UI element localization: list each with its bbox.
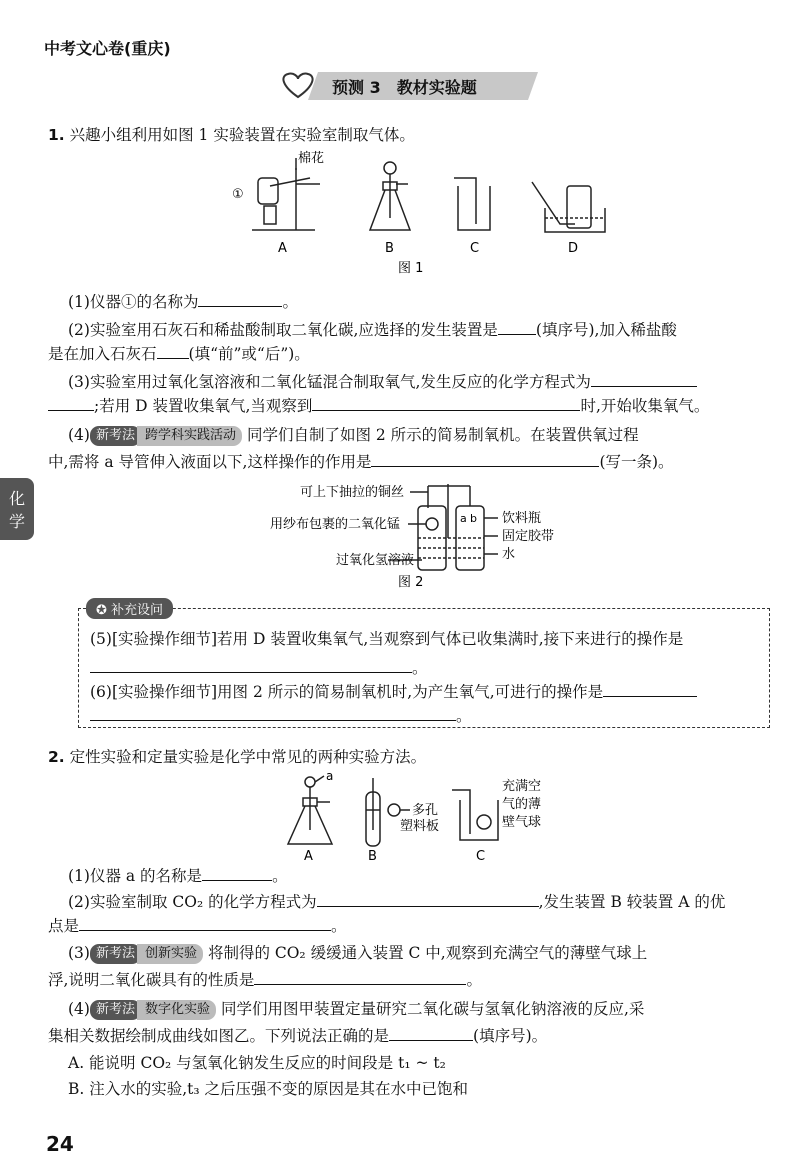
q1-p3-text-b: ;若用 D 装置收集氧气,当观察到 [94, 397, 313, 415]
q1-part2 [68, 318, 677, 341]
new-method-tag: 新考法 [90, 426, 141, 446]
q1-part5-cont [90, 656, 428, 679]
answer-blank[interactable] [312, 394, 580, 411]
q1-p4-text-c: (写一条)。 [599, 453, 674, 471]
q2-fig-a-label: a [326, 770, 334, 783]
q1-part6-cont [90, 704, 472, 727]
q1-number: 1. [48, 126, 65, 144]
q1-part4 [68, 424, 639, 446]
q2-p4-text-b: 集相关数据绘制成曲线如图乙。下列说法正确的是 [48, 1027, 390, 1045]
fig1-label-c: C [470, 241, 480, 256]
q2-fig-label-b: B [368, 849, 377, 864]
q1-p2-text: (2)实验室用石灰石和稀盐酸制取二氧化碳,应选择的发生装置是 [68, 321, 498, 339]
q2-part1 [68, 864, 288, 887]
q1-p6-end: 。 [456, 707, 472, 725]
q2-p4-text-c: (填序号)。 [473, 1027, 548, 1045]
q1-part3-cont [48, 394, 709, 417]
answer-blank[interactable] [90, 704, 456, 721]
q2-fig-balloon-2: 气的薄 [502, 797, 542, 812]
fig1-cotton-label: 棉花 [298, 151, 325, 166]
q2-fig-balloon-3: 壁气球 [502, 815, 542, 830]
q1-p5-text: (5)[实验操作细节]若用 D 装置收集氧气,当观察到气体已收集满时,接下来进行的操作是 [90, 630, 684, 648]
fig1-label-a: A [278, 241, 287, 256]
new-method-tag: 新考法 [90, 1000, 141, 1020]
q2-option-a: A. 能说明 CO₂ 与氢氧化钠发生反应的时间段是 t₁ ~ t₂ [68, 1054, 446, 1072]
banner-title: 预测 3 教材实验题 [332, 78, 477, 97]
q2-p3-text-c: 。 [466, 971, 482, 989]
q1-p1-text: (1)仪器①的名称为 [68, 293, 199, 311]
q1-p4-text-b: 中,需将 a 导管伸入液面以下,这样操作的作用是 [48, 453, 372, 471]
q2-part4-cont [48, 1024, 547, 1047]
q2-apparatus-a [288, 776, 332, 844]
fig2-h2o2-label: 过氧化氢溶液 [336, 553, 415, 568]
subject-side-tab [0, 478, 34, 540]
page-number: 24 [46, 1132, 74, 1156]
q2-stem [48, 746, 426, 768]
q1-part3 [68, 370, 697, 393]
fig1-label-d: D [568, 241, 579, 256]
answer-blank[interactable] [90, 656, 412, 673]
fig1-label-b: B [385, 241, 394, 256]
answer-blank[interactable] [317, 890, 539, 907]
fig1-caption: 图 1 [398, 261, 424, 276]
answer-blank[interactable] [202, 864, 272, 881]
q2-option-b: B. 注入水的实验,t₃ 之后压强不变的原因是其在水中已饱和 [68, 1080, 469, 1098]
q1-p2-text-c: 是在加入石灰石 [48, 345, 157, 363]
q2-apparatus-c [452, 790, 498, 840]
fig2-a-label: a [460, 512, 467, 525]
figure-1 [230, 148, 610, 278]
answer-blank[interactable] [79, 914, 331, 931]
q2-p3-text-b: 浮,说明二氧化碳具有的性质是 [48, 971, 255, 989]
apparatus-d [532, 182, 605, 232]
q2-fig-balloon-1: 充满空 [502, 779, 542, 794]
q1-p2-text-d: (填“前”或“后”)。 [188, 345, 310, 363]
q2-p1-text: (1)仪器 a 的名称是 [68, 867, 203, 885]
fig2-caption: 图 2 [398, 575, 424, 590]
fig2-mno2-label: 用纱布包裹的二氧化锰 [270, 517, 401, 532]
new-method-tag: 新考法 [90, 944, 141, 964]
fig2-tape-label: 固定胶带 [502, 529, 555, 544]
section-banner [278, 70, 546, 102]
cross-subject-tag: 跨学科实践活动 [137, 426, 242, 446]
q1-stem-text: 兴趣小组利用如图 1 实验装置在实验室制取气体。 [69, 126, 415, 144]
apparatus-a [252, 158, 320, 230]
innovation-tag: 创新实验 [137, 944, 203, 964]
q2-fig-porous-2: 塑料板 [400, 819, 440, 834]
q2-number: 2. [48, 748, 65, 766]
answer-blank[interactable] [254, 968, 466, 985]
q2-part2-cont [48, 914, 347, 937]
bulb-icon: ✪ [96, 603, 107, 618]
q2-fig-porous-1: 多孔 [412, 803, 439, 818]
q2-p2-text-d: 。 [331, 917, 347, 935]
q1-part2-cont [48, 342, 310, 365]
q1-p4-text: 同学们自制了如图 2 所示的简易制氧机。在装置供氧过程 [246, 426, 639, 444]
q2-p1-end: 。 [272, 867, 288, 885]
q2-p3-prefix: (3) [68, 944, 90, 962]
q2-p2-text-b: ,发生装置 B 较装置 A 的优 [538, 893, 726, 911]
figure-q2 [270, 770, 570, 866]
q2-part3-cont [48, 968, 482, 991]
apparatus-c [454, 178, 490, 230]
q2-p2-text-c: 点是 [48, 917, 80, 935]
q1-p6-text: (6)[实验操作细节]用图 2 所示的简易制氧机时,为产生氧气,可进行的操作是 [90, 683, 604, 701]
q1-p3-text-c: 时,开始收集氧气。 [580, 397, 710, 415]
figure-2 [270, 478, 590, 594]
side-tab-char-2: 学 [8, 512, 25, 531]
q1-p5-end: 。 [412, 659, 428, 677]
book-title: 中考文心卷(重庆) [44, 39, 171, 58]
q2-part4 [68, 998, 644, 1020]
q1-part6 [90, 680, 697, 703]
supplement-tag-label: 补充设问 [111, 603, 164, 618]
q2-fig-label-a: A [304, 849, 313, 864]
q1-p1-end: 。 [282, 293, 298, 311]
answer-blank[interactable] [48, 394, 94, 411]
fig2-wire-label: 可上下抽拉的铜丝 [300, 485, 405, 500]
fig2-bottle-label: 饮料瓶 [502, 511, 542, 526]
q2-p4-text: 同学们用图甲装置定量研究二氧化碳与氢氧化钠溶液的反应,采 [220, 1000, 645, 1018]
fig2-water-label: 水 [502, 547, 516, 562]
q1-p2-text-b: (填序号),加入稀盐酸 [535, 321, 677, 339]
answer-blank[interactable] [389, 1024, 473, 1041]
digital-experiment-tag: 数字化实验 [137, 1000, 216, 1020]
q1-part4-cont [48, 450, 674, 473]
apparatus-b [370, 162, 410, 230]
q1-part5 [90, 628, 683, 650]
answer-blank[interactable] [371, 450, 599, 467]
fig2-b-label: b [470, 512, 477, 525]
q2-p4-prefix: (4) [68, 1000, 90, 1018]
q2-apparatus-b [366, 778, 410, 846]
answer-blank[interactable] [498, 318, 536, 335]
answer-blank[interactable] [157, 342, 189, 359]
q1-part1 [68, 290, 298, 313]
supplement-tag [86, 598, 173, 619]
q2-stem-text: 定性实验和定量实验是化学中常见的两种实验方法。 [69, 748, 427, 766]
side-tab-char-1: 化 [8, 489, 25, 508]
answer-blank[interactable] [603, 680, 697, 697]
q1-p4-prefix: (4) [68, 426, 90, 444]
answer-blank[interactable] [591, 370, 697, 387]
q2-p3-text: 将制得的 CO₂ 缓缓通入装置 C 中,观察到充满空气的薄壁气球上 [207, 944, 648, 962]
q2-fig-label-c: C [476, 849, 486, 864]
q1-stem [48, 124, 415, 146]
answer-blank[interactable] [198, 290, 282, 307]
q1-p3-text: (3)实验室用过氧化氢溶液和二氧化锰混合制取氧气,发生反应的化学方程式为 [68, 373, 591, 391]
fig1-circle1-label: ① [232, 187, 244, 202]
q2-part2 [68, 890, 725, 913]
q2-p2-text: (2)实验室制取 CO₂ 的化学方程式为 [68, 893, 317, 911]
q2-part3 [68, 942, 647, 964]
